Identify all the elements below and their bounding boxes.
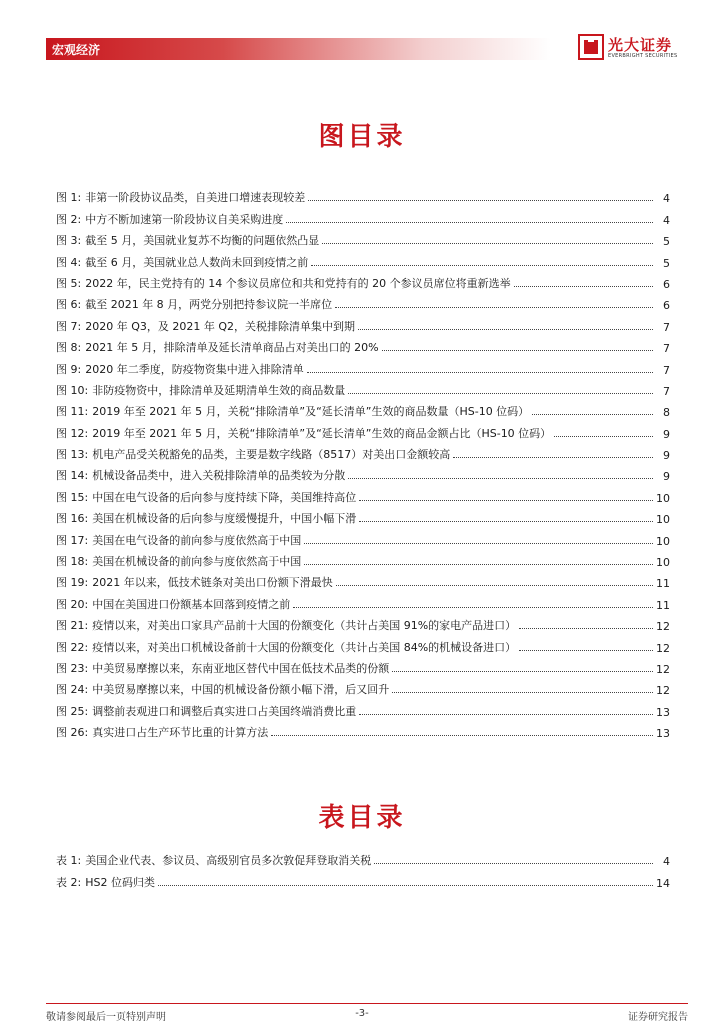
footer-report-type: 证券研究报告 xyxy=(628,1012,688,1023)
toc-entry-label: 图 26: xyxy=(56,726,89,740)
toc-entry-page: 13 xyxy=(656,727,670,741)
toc-entry[interactable] xyxy=(56,248,670,269)
toc-entry[interactable] xyxy=(56,355,670,376)
toc-dot-leader xyxy=(336,585,653,586)
toc-entry[interactable] xyxy=(56,377,670,398)
toc-entry-page: 8 xyxy=(663,406,670,420)
header-bar xyxy=(46,38,551,60)
toc-entry[interactable] xyxy=(56,526,670,547)
tables-title: 表目录 xyxy=(318,803,406,833)
toc-entry-title: 美国企业代表、参议员、高级别官员多次敦促拜登取消关税 xyxy=(85,854,372,868)
toc-entry-title: 2019 年至 2021 年 5 月，关税“排除清单”及“延长清单”生效的商品数量（HS-10 位码） xyxy=(92,405,530,419)
toc-entry-label: 图 10: xyxy=(56,383,89,397)
figures-toc xyxy=(56,184,670,740)
toc-entry[interactable] xyxy=(56,868,670,889)
toc-entry-title: 2020 年 Q3，及 2021 年 Q2，关税排除清单集中到期 xyxy=(85,319,355,333)
logo xyxy=(578,32,688,64)
tables-toc xyxy=(56,847,670,890)
toc-dot-leader xyxy=(307,372,653,373)
toc-entry-page: 11 xyxy=(656,598,670,612)
toc-entry-label: 图 2: xyxy=(56,212,82,226)
footer-divider xyxy=(46,1003,688,1004)
toc-entry-page: 9 xyxy=(663,449,670,463)
toc-entry-label: 图 25: xyxy=(56,704,89,718)
toc-entry-label: 图 9: xyxy=(56,362,82,376)
footer-page-number: -3- xyxy=(355,1008,369,1019)
toc-entry-page: 12 xyxy=(656,684,670,698)
toc-dot-leader xyxy=(293,607,653,608)
toc-dot-leader xyxy=(359,714,653,715)
toc-entry-title: 2021 年 5 月，排除清单及延长清单商品占对美出口的 20% xyxy=(85,341,379,355)
toc-entry-label: 图 17: xyxy=(56,533,89,547)
toc-entry-title: 非第一阶段协议品类，自美进口增速表现较差 xyxy=(85,191,306,205)
toc-entry-page: 4 xyxy=(663,213,670,227)
toc-entry-page: 11 xyxy=(656,577,670,591)
toc-entry-label: 图 24: xyxy=(56,683,89,697)
toc-entry-label: 图 1: xyxy=(56,191,82,205)
footer-disclaimer: 敬请参阅最后一页特别声明 xyxy=(46,1012,166,1023)
toc-dot-leader xyxy=(304,564,653,565)
toc-entry-page: 9 xyxy=(663,427,670,441)
toc-entry-label: 图 6: xyxy=(56,298,82,312)
toc-entry-title: 机械设备品类中，进入关税排除清单的品类较为分散 xyxy=(92,469,346,483)
toc-dot-leader xyxy=(382,350,653,351)
toc-entry-title: 2019 年至 2021 年 5 月，关税“排除清单”及“延长清单”生效的商品金额占比（HS-10 位码） xyxy=(92,426,552,440)
toc-entry-page: 7 xyxy=(663,342,670,356)
toc-entry-title: 截至 5 月，美国就业复苏不均衡的问题依然凸显 xyxy=(85,234,320,248)
toc-entry[interactable] xyxy=(56,676,670,697)
toc-entry-page: 12 xyxy=(656,620,670,634)
toc-entry-page: 7 xyxy=(663,363,670,377)
toc-entry-page: 10 xyxy=(656,556,670,570)
toc-entry-title: HS2 位码归类 xyxy=(85,875,155,889)
toc-entry-label: 表 2: xyxy=(56,875,82,889)
toc-entry-title: 中国在美国进口份额基本回落到疫情之前 xyxy=(92,597,291,611)
toc-dot-leader xyxy=(532,414,653,415)
toc-entry-page: 12 xyxy=(656,641,670,655)
toc-entry-page: 10 xyxy=(656,491,670,505)
toc-entry[interactable] xyxy=(56,270,670,291)
toc-entry-page: 6 xyxy=(663,299,670,313)
toc-entry-title: 截至 2021 年 8 月，两党分别把持参议院一半席位 xyxy=(85,298,333,312)
toc-entry-page: 5 xyxy=(663,256,670,270)
toc-entry-title: 中方不断加速第一阶段协议自美采购进度 xyxy=(85,212,284,226)
toc-entry[interactable] xyxy=(56,291,670,312)
toc-entry-label: 图 8: xyxy=(56,341,82,355)
toc-entry[interactable] xyxy=(56,312,670,333)
toc-dot-leader xyxy=(322,243,653,244)
toc-entry-title: 2022 年，民主党持有的 14 个参议员席位和共和党持有的 20 个参议员席位将重新选举 xyxy=(85,276,511,290)
toc-entry-title: 真实进口占生产环节比重的计算方法 xyxy=(92,726,269,740)
toc-entry-label: 图 11: xyxy=(56,405,89,419)
toc-dot-leader xyxy=(311,265,653,266)
toc-entry[interactable] xyxy=(56,655,670,676)
toc-entry-label: 图 18: xyxy=(56,555,89,569)
toc-entry-page: 10 xyxy=(656,513,670,527)
toc-entry[interactable] xyxy=(56,847,670,868)
toc-entry[interactable] xyxy=(56,569,670,590)
logo-name: 光大证券 xyxy=(608,36,673,54)
toc-entry-label: 图 7: xyxy=(56,319,82,333)
toc-entry-label: 图 5: xyxy=(56,276,82,290)
toc-entry-title: 2021 年以来，低技术链条对美出口份额下滑最快 xyxy=(92,576,333,590)
toc-entry[interactable] xyxy=(56,205,670,226)
toc-entry-page: 5 xyxy=(663,235,670,249)
toc-entry-label: 图 16: xyxy=(56,512,89,526)
toc-entry-page: 14 xyxy=(656,876,670,890)
toc-dot-leader xyxy=(286,222,653,223)
toc-entry-label: 图 4: xyxy=(56,255,82,269)
toc-entry-title: 中国在电气设备的后向参与度持续下降，美国维持高位 xyxy=(92,490,357,504)
toc-entry[interactable] xyxy=(56,462,670,483)
toc-entry-title: 美国在电气设备的前向参与度依然高于中国 xyxy=(92,533,302,547)
toc-entry-page: 10 xyxy=(656,534,670,548)
toc-entry-label: 图 19: xyxy=(56,576,89,590)
toc-dot-leader xyxy=(358,329,653,330)
toc-entry[interactable] xyxy=(56,633,670,654)
toc-entry[interactable] xyxy=(56,334,670,355)
toc-entry-label: 图 14: xyxy=(56,469,89,483)
toc-dot-leader xyxy=(519,650,653,651)
toc-dot-leader xyxy=(348,478,653,479)
toc-entry-title: 2020 年二季度，防疫物资集中进入排除清单 xyxy=(85,362,304,376)
figures-title: 图目录 xyxy=(318,122,406,152)
toc-entry-title: 美国在机械设备的前向参与度依然高于中国 xyxy=(92,555,302,569)
toc-entry-title: 美国在机械设备的后向参与度缓慢提升，中国小幅下滑 xyxy=(92,512,357,526)
toc-dot-leader xyxy=(392,692,653,693)
toc-entry[interactable] xyxy=(56,612,670,633)
toc-entry-label: 图 3: xyxy=(56,234,82,248)
toc-entry[interactable] xyxy=(56,505,670,526)
toc-entry[interactable] xyxy=(56,419,670,440)
header-section-label: 宏观经济 xyxy=(52,43,101,57)
toc-dot-leader xyxy=(519,628,653,629)
toc-dot-leader xyxy=(271,735,653,736)
toc-dot-leader xyxy=(554,436,653,437)
toc-entry-page: 7 xyxy=(663,384,670,398)
toc-entry-title: 截至 6 月，美国就业总人数尚未回到疫情之前 xyxy=(85,255,309,269)
toc-dot-leader xyxy=(374,863,653,864)
toc-entry-label: 图 22: xyxy=(56,640,89,654)
toc-entry-label: 图 15: xyxy=(56,490,89,504)
toc-entry-label: 图 23: xyxy=(56,661,89,675)
toc-entry-title: 中美贸易摩擦以来，东南亚地区替代中国在低技术品类的份额 xyxy=(92,661,390,675)
toc-entry[interactable] xyxy=(56,719,670,740)
toc-entry-title: 疫情以来，对美出口机械设备前十大国的份额变化（共计占美国 84%的机械设备进口） xyxy=(92,640,517,654)
toc-entry-title: 疫情以来，对美出口家具产品前十大国的份额变化（共计占美国 91%的家电产品进口） xyxy=(92,619,517,633)
toc-entry[interactable] xyxy=(56,590,670,611)
toc-entry-page: 7 xyxy=(663,320,670,334)
logo-subtitle: EVERBRIGHT SECURITIES xyxy=(608,53,678,59)
toc-entry[interactable] xyxy=(56,548,670,569)
toc-entry-page: 4 xyxy=(663,192,670,206)
toc-dot-leader xyxy=(453,457,653,458)
toc-entry[interactable] xyxy=(56,398,670,419)
everbright-logo-icon xyxy=(578,34,604,60)
toc-dot-leader xyxy=(304,543,653,544)
toc-dot-leader xyxy=(335,307,653,308)
toc-dot-leader xyxy=(308,200,653,201)
toc-dot-leader xyxy=(392,671,653,672)
toc-dot-leader xyxy=(514,286,653,287)
toc-entry-label: 图 21: xyxy=(56,619,89,633)
toc-entry-page: 13 xyxy=(656,705,670,719)
toc-entry-title: 中美贸易摩擦以来，中国的机械设备份额小幅下滑，后又回升 xyxy=(92,683,390,697)
toc-dot-leader xyxy=(158,885,653,886)
toc-entry-label: 图 12: xyxy=(56,426,89,440)
toc-dot-leader xyxy=(348,393,653,394)
toc-dot-leader xyxy=(359,521,653,522)
toc-entry[interactable] xyxy=(56,697,670,718)
toc-entry-page: 9 xyxy=(663,470,670,484)
toc-entry-title: 机电产品受关税豁免的品类，主要是数字线路（8517）对美出口金额较高 xyxy=(92,448,451,462)
toc-entry-title: 非防疫物资中，排除清单及延期清单生效的商品数量 xyxy=(92,383,346,397)
toc-dot-leader xyxy=(359,500,653,501)
toc-entry-page: 4 xyxy=(663,855,670,869)
toc-entry-title: 调整前表观进口和调整后真实进口占美国终端消费比重 xyxy=(92,704,357,718)
toc-entry-page: 12 xyxy=(656,662,670,676)
toc-entry[interactable] xyxy=(56,184,670,205)
toc-entry[interactable] xyxy=(56,227,670,248)
toc-entry-label: 表 1: xyxy=(56,854,82,868)
toc-entry-page: 6 xyxy=(663,277,670,291)
toc-entry-label: 图 20: xyxy=(56,597,89,611)
toc-entry[interactable] xyxy=(56,483,670,504)
toc-entry-label: 图 13: xyxy=(56,448,89,462)
toc-entry[interactable] xyxy=(56,441,670,462)
